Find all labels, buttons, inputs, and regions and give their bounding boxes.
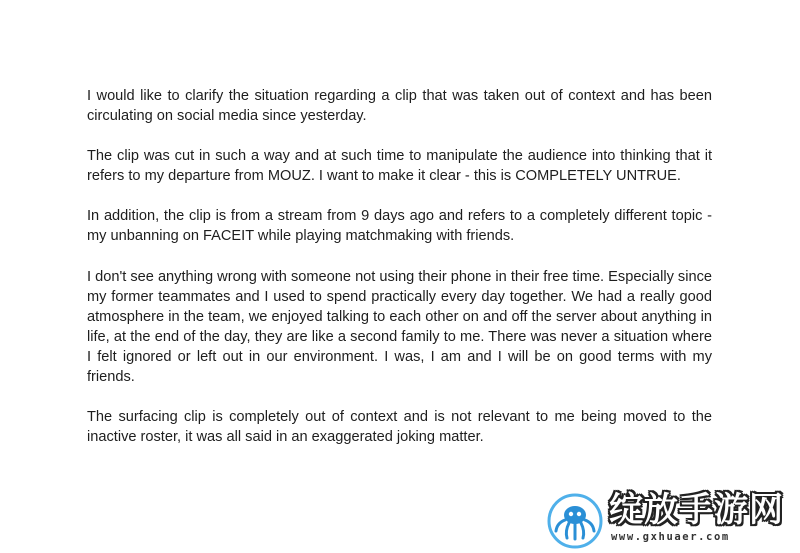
watermark-site-name: 绽放手游网 xyxy=(609,490,784,530)
paragraph-clarification: I would like to clarify the situation regarding a clip that was taken out of context and has been circulating on social media since yesterday. xyxy=(87,88,712,125)
watermark xyxy=(547,489,790,549)
watermark-url: www.gxhuaer.com xyxy=(611,531,730,543)
paragraph-clip-origin: In addition, the clip is from a stream from 9 days ago and refers to a completely different topic - my unbanning on FACEIT while playing matchmaking with friends. xyxy=(87,208,712,245)
paragraph-clip-manipulation: The clip was cut in such a way and at such time to manipulate the audience into thinking that it refers to my departure from MOUZ. I want to make it clear - this is COMPLETELY UNTRUE. xyxy=(87,148,712,185)
paragraph-conclusion: The surfacing clip is completely out of context and is not relevant to me being moved to the inactive roster, it was all said in an exaggerated joking matter. xyxy=(87,409,712,446)
octopus-logo-icon xyxy=(547,493,603,549)
paragraph-team-relationship: I don't see anything wrong with someone not using their phone in their free time. Especially since my former teammates and I used to spend practically every day together. We had a really good atmosphere in the team, we enjoyed talking to each other on and off the server about anything in life, at the end of the day, they are like a second family to me. There was never a situation where I felt ignored or left out in our environment. I was, I am and I will be on good terms with my friends. xyxy=(87,268,712,386)
statement-text xyxy=(87,86,712,467)
